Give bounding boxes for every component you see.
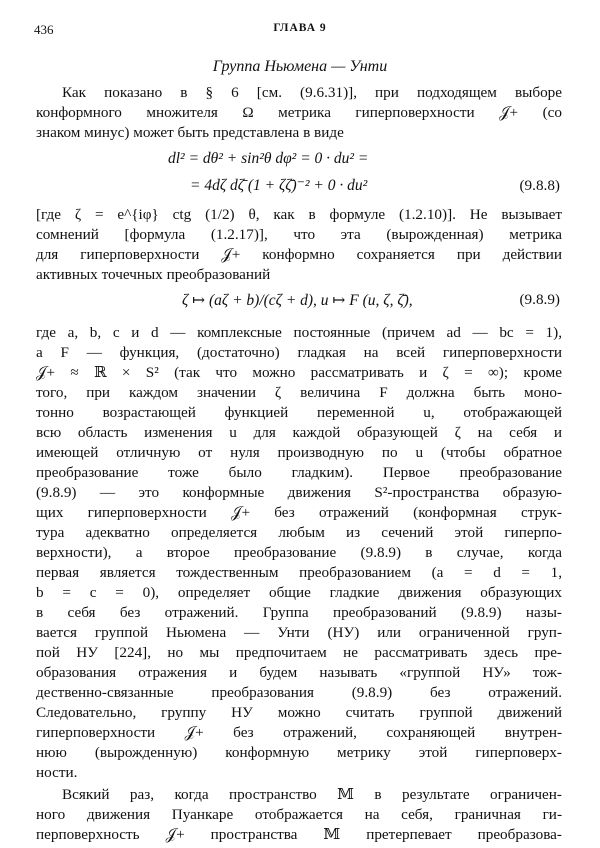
text-line: дественно-связанные преобразования (9.8.9) без отражений. <box>36 684 562 701</box>
text-line: конформного множителя Ω метрика гиперповерхности 𝒥+ (со <box>36 104 562 121</box>
text-line: в себя без отражений. Группа преобразований (9.8.9) назы- <box>36 604 562 621</box>
equation-line: ζ ↦ (aζ + b)/(cζ + d), u ↦ F (u, ζ, ζ̄), <box>182 292 413 309</box>
text-line: активных точечных преобразований <box>36 266 271 283</box>
text-line: того, при каждом значении ζ величина F должна быть моно- <box>36 384 562 401</box>
section-title: Группа Ньюмена — Унти <box>212 58 388 75</box>
text-line: Всякий раз, когда пространство 𝕄 в результате ограничен- <box>62 786 562 803</box>
text-line: ного движения Пуанкаре отображается на себя, граничная ги- <box>36 806 562 823</box>
text-line: Как показано в § 6 [см. (9.6.31)], при подходящем выборе <box>62 84 562 101</box>
text-line: гиперповерхности 𝒥+ без отражений, сохраняющей внутрен- <box>36 724 562 741</box>
text-line: (9.8.9) — это конформные движения S²-пространства образую- <box>36 484 562 501</box>
text-line: щих гиперповерхности 𝒥+ без отражений (конформная струк- <box>36 504 562 521</box>
equation-line: = 4dζ dζ̄ (1 + ζζ̄)⁻² + 0 · du² <box>190 177 368 194</box>
running-header <box>0 22 600 38</box>
text-line: пой НУ [224], но мы предпочитаем не рассматривать здесь пре- <box>36 644 562 661</box>
text-line: тура адекватно определяется любым из сечений этой гиперпо- <box>36 524 562 541</box>
equation-number: (9.8.8) <box>519 177 560 194</box>
text-line: преобразование тоже было гладким). Первое преобразование <box>36 464 562 481</box>
text-line: для гиперповерхности 𝒥+ конформно сохраняется при действии <box>36 246 562 263</box>
text-line: вается группой Ньюмена — Унти (НУ) или ограниченной груп- <box>36 624 562 641</box>
equation-line: dl² = dθ² + sin²θ dφ² = 0 · du² = <box>168 150 369 167</box>
chapter-title: ГЛАВА 9 <box>273 22 327 34</box>
text-line: тонно возрастающей функцией переменной u, отображающей <box>36 404 562 421</box>
text-line: перповерхность 𝒥+ пространства 𝕄 претерпевает преобразова- <box>36 826 562 843</box>
text-line: а F — функция, (достаточно) гладкая на всей гиперповерхности <box>36 344 562 361</box>
text-line: верхности), а второе преобразование (9.8.9) в случае, когда <box>36 544 562 561</box>
text-line: где a, b, c и d — комплексные постоянные (причем ad — bc = 1), <box>36 324 562 341</box>
text-line: имеющей отличную от нуля производную по u (чтобы обратное <box>36 444 562 461</box>
text-line: сомнений [формула (1.2.17)], что эта (вырожденная) метрика <box>36 226 562 243</box>
page-number: 436 <box>34 22 54 37</box>
equation-number: (9.8.9) <box>519 291 560 308</box>
text-line: нюю (вырожденную) конформную метрику этой гиперповерх- <box>36 744 562 761</box>
text-line: [где ζ = e^{iφ} ctg (1/2) θ, как в формуле (1.2.10)]. Не вызывает <box>36 206 562 223</box>
text-line: b = c = 0), определяет общие гладкие движения образующих <box>36 584 562 601</box>
text-line: знаком минус) может быть представлена в виде <box>36 124 344 141</box>
text-line: первая является тождественным преобразованием (a = d = 1, <box>36 564 562 581</box>
text-line: 𝒥+ ≈ ℝ × S² (так что можно рассматривать и ζ = ∞); кроме <box>36 364 562 381</box>
text-line: образования отражения и будем называть «группой НУ» тож- <box>36 664 562 681</box>
text-line: Следовательно, группу НУ можно считать группой движений <box>36 704 562 721</box>
text-line: всю область изменения u для каждой образующей ζ на себя и <box>36 424 562 441</box>
text-line: ности. <box>36 764 78 781</box>
